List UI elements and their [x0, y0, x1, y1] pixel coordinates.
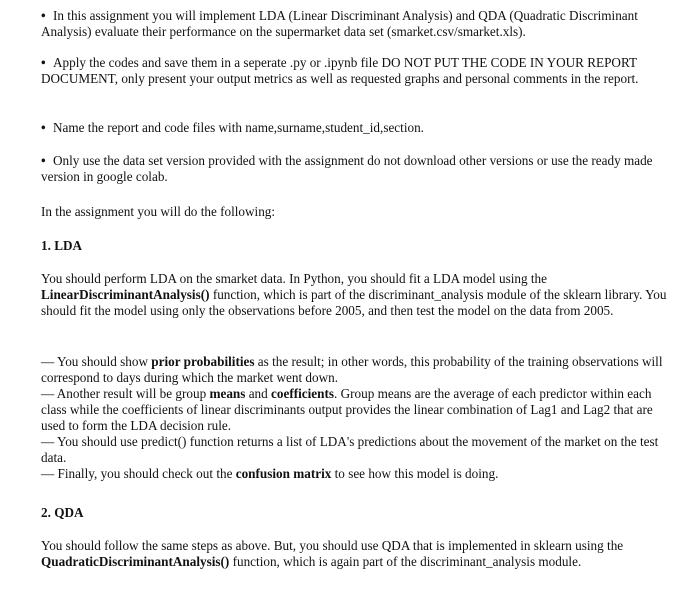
lda-detail-means	[41, 386, 671, 434]
qda-heading: 2. QDA	[41, 505, 84, 520]
prior-probabilities-term: prior probabilities	[151, 354, 255, 369]
lda-detail-confusion	[41, 466, 671, 482]
bullet-item-2	[41, 55, 671, 87]
qda-paragraph	[41, 538, 671, 570]
bullet-dot: •	[41, 120, 46, 135]
detail-text: to see how this model is doing.	[331, 466, 499, 481]
bullet-text: Only use the data set version provided with the assignment do not download other versions or use the ready made version in google colab.	[41, 153, 653, 184]
lda-detail-prior	[41, 354, 671, 386]
qda-p1-text-b: function, which is again part of the discriminant_analysis module.	[229, 554, 582, 569]
bullet-text: Apply the codes and save them in a seperate .py or .ipynb file DO NOT PUT THE CODE IN YOUR REPORT DOCUMENT, only present your output metrics as well as requested graphs and personal comments in the report.	[41, 55, 639, 86]
detail-text: . Group means are the average of each predictor within each class while the coefficients of linear discriminants output provides the linear combination of Lag1 and Lag2 that are used to form the LDA decision rule.	[41, 386, 653, 433]
bullet-dot: •	[41, 153, 46, 168]
confusion-matrix-term: confusion matrix	[235, 466, 332, 481]
detail-text: — Finally, you should check out the	[41, 466, 236, 481]
lda-paragraph	[41, 271, 671, 319]
bullet-dot: •	[41, 55, 46, 70]
bullet-item-4	[41, 153, 671, 185]
detail-text: and	[245, 386, 272, 401]
lda-p1-text-a: You should perform LDA on the smarket data. In Python, you should fit a LDA model using the	[41, 271, 547, 286]
qda-p1-text-a: You should follow the same steps as above. But, you should use QDA that is implemented in sklearn using the	[41, 538, 624, 553]
coefficients-term: coefficients	[271, 386, 335, 401]
intro-text: In the assignment you will do the following:	[41, 204, 276, 219]
bullet-text: In this assignment you will implement LDA (Linear Discriminant Analysis) and QDA (Quadratic Discriminant Analysis) evaluate their performance on the supermarket data set (smarket.csv/smarket.xls).	[41, 8, 638, 39]
bullet-text: Name the report and code files with name,surname,student_id,section.	[53, 120, 424, 135]
qda-function-name: QuadraticDiscriminantAnalysis()	[41, 554, 230, 569]
lda-function-name: LinearDiscriminantAnalysis()	[41, 287, 210, 302]
lda-detail-predict: — You should use predict() function returns a list of LDA's predictions about the movement of the market on the test data.	[41, 434, 659, 465]
lda-p1-text-b: function, which is part of the discriminant_analysis module of the sklearn library. You should fit the model using only the observations before 2005, and then test the model on the data from 2005.	[41, 287, 667, 318]
lda-details	[41, 354, 671, 482]
means-term: means	[209, 386, 246, 401]
lda-heading: 1. LDA	[41, 238, 83, 253]
detail-text: — You should show	[41, 354, 152, 369]
bullet-dot: •	[41, 8, 46, 23]
bullet-item-1	[41, 8, 671, 40]
detail-text: — Another result will be group	[41, 386, 210, 401]
detail-text: as the result; in other words, this probability of the training observations will correspond to days during which the market went down.	[41, 354, 663, 385]
bullet-item-3	[41, 120, 671, 136]
